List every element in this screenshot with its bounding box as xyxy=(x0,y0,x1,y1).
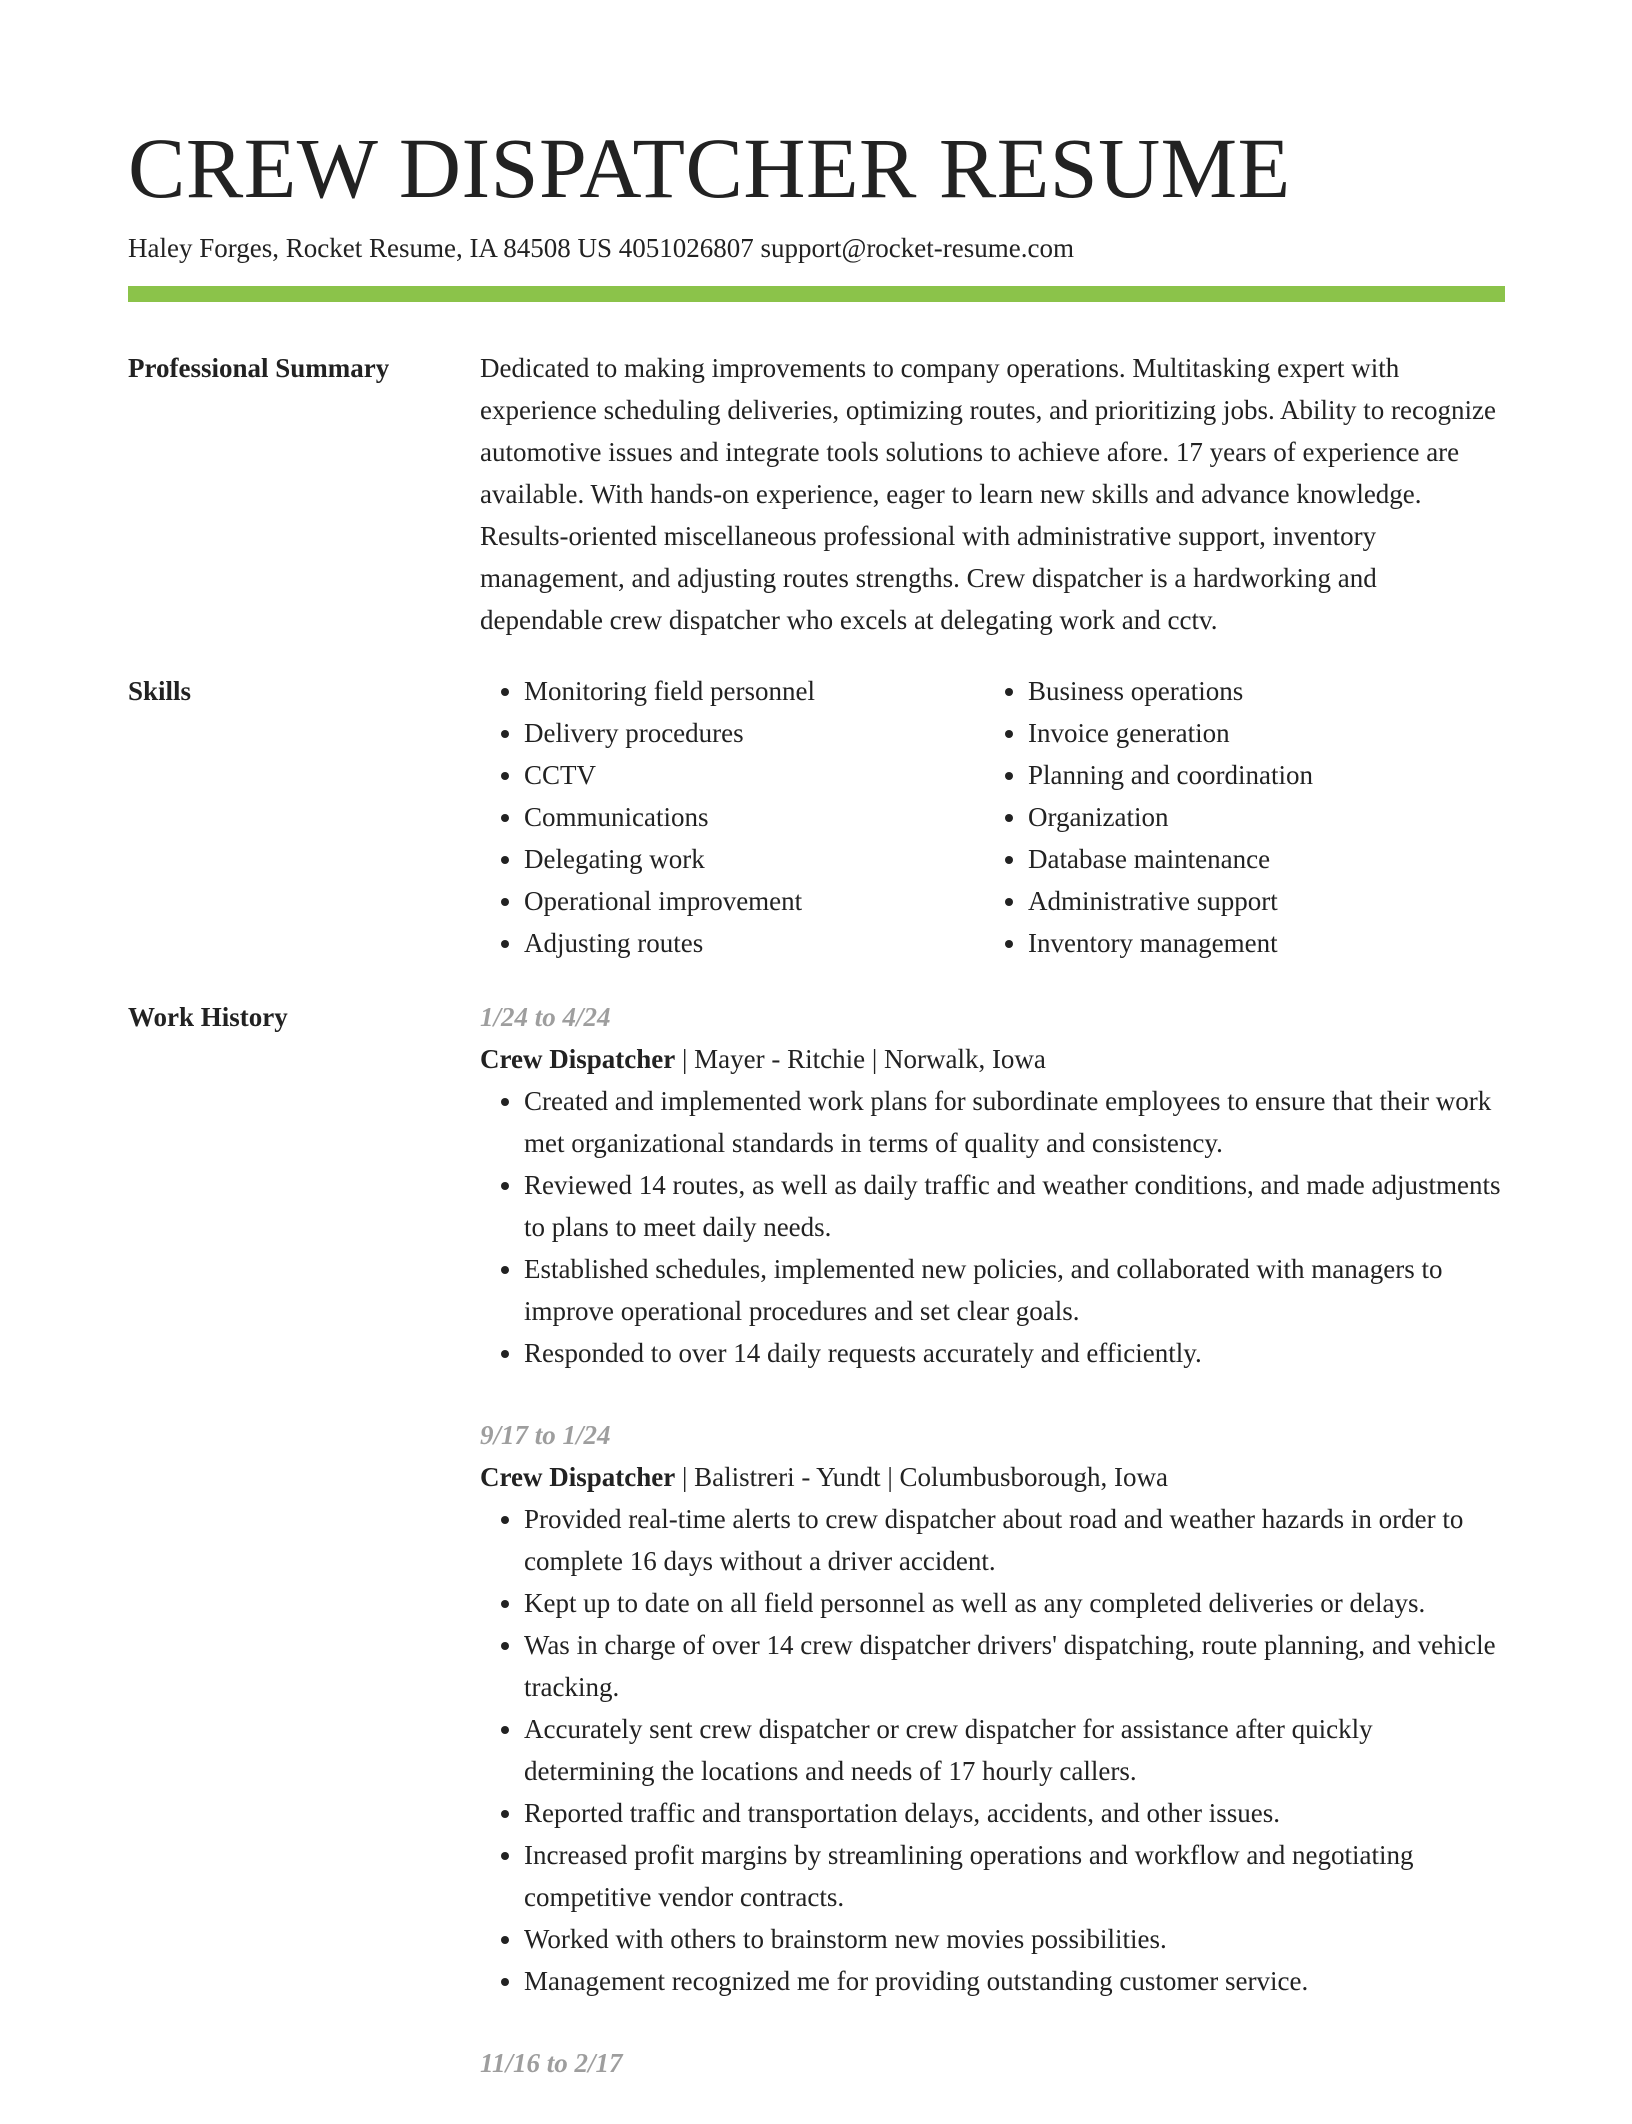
skill-item: • CCTV xyxy=(524,754,984,796)
job-bullet: • Responded to over 14 daily requests accurately and efficiently. xyxy=(524,1332,1505,1374)
skill-item: • Inventory management xyxy=(1028,922,1488,964)
skills-list-left xyxy=(480,670,984,964)
job-bullet: • Management recognized me for providing outstanding customer service. xyxy=(524,1960,1505,2002)
job-bullet-list xyxy=(480,1080,1505,1374)
job-dates: 11/16 to 2/17 xyxy=(480,2048,623,2078)
job-title: Crew Dispatcher xyxy=(480,1044,676,1074)
job-bullet: • Reported traffic and transportation delays, accidents, and other issues. xyxy=(524,1792,1505,1834)
job-entry xyxy=(480,996,1505,1374)
job-bullet: • Created and implemented work plans for subordinate employees to ensure that their work met organizational standards in terms of quality and consistency. xyxy=(524,1080,1505,1164)
job-bullet: • Provided real-time alerts to crew dispatcher about road and weather hazards in order to complete 16 days without a driver accident. xyxy=(524,1498,1505,1582)
contact-line: Haley Forges, Rocket Resume, IA 84508 US 4051026807 support@rocket-resume.com xyxy=(128,233,1074,263)
job-entry xyxy=(480,2042,1505,2084)
job-bullet: • Accurately sent crew dispatcher or crew dispatcher for assistance after quickly determining the locations and needs of 17 hourly callers. xyxy=(524,1708,1505,1792)
skill-item: • Invoice generation xyxy=(1028,712,1488,754)
job-dates: 9/17 to 1/24 xyxy=(480,1420,611,1450)
job-details: | Balistreri - Yundt | Columbusborough, Iowa xyxy=(675,1462,1168,1492)
skill-item: • Planning and coordination xyxy=(1028,754,1488,796)
summary-text: Dedicated to making improvements to company operations. Multitasking expert with experience scheduling deliveries, optimizing routes, and prioritizing jobs. Ability to recognize automotive issues and integrate tools solutions to achieve afore. 17 years of experience are available. With hands-on experience, eager to learn new skills and advance knowledge. Results-oriented miscellaneous professional with administrative support, inventory management, and adjusting routes strengths. Crew dispatcher is a hardworking and dependable crew dispatcher who excels at delegating work and cctv. xyxy=(480,353,1496,635)
job-dates: 1/24 to 4/24 xyxy=(480,1002,611,1032)
skills-label: Skills xyxy=(128,676,192,706)
skill-item: • Adjusting routes xyxy=(524,922,984,964)
job-title: Crew Dispatcher xyxy=(480,1462,676,1492)
skill-item: • Delegating work xyxy=(524,838,984,880)
job-bullet: • Established schedules, implemented new policies, and collaborated with managers to improve operational procedures and set clear goals. xyxy=(524,1248,1505,1332)
skills-columns xyxy=(480,670,1505,964)
summary-label: Professional Summary xyxy=(128,353,390,383)
job-heading xyxy=(480,1456,1505,1498)
skill-item: • Monitoring field personnel xyxy=(524,670,984,712)
job-bullet-list xyxy=(480,1498,1505,2002)
header-divider xyxy=(128,286,1505,302)
skill-item: • Administrative support xyxy=(1028,880,1488,922)
resume-title: CREW DISPATCHER RESUME xyxy=(128,120,1291,216)
job-bullet: • Reviewed 14 routes, as well as daily traffic and weather conditions, and made adjustments to plans to meet daily needs. xyxy=(524,1164,1505,1248)
skill-item: • Delivery procedures xyxy=(524,712,984,754)
work-body xyxy=(480,996,1505,2124)
skill-item: • Organization xyxy=(1028,796,1488,838)
job-entry xyxy=(480,1414,1505,2002)
skill-item: • Operational improvement xyxy=(524,880,984,922)
skill-item: • Business operations xyxy=(1028,670,1488,712)
job-bullet: • Was in charge of over 14 crew dispatcher drivers' dispatching, route planning, and vehicle tracking. xyxy=(524,1624,1505,1708)
job-heading xyxy=(480,1038,1505,1080)
job-details: | Mayer - Ritchie | Norwalk, Iowa xyxy=(675,1044,1046,1074)
skill-item: • Database maintenance xyxy=(1028,838,1488,880)
skills-list-right xyxy=(984,670,1488,964)
job-bullet: • Increased profit margins by streamlining operations and workflow and negotiating competitive vendor contracts. xyxy=(524,1834,1505,1918)
work-label: Work History xyxy=(128,1002,288,1032)
job-bullet: • Worked with others to brainstorm new movies possibilities. xyxy=(524,1918,1505,1960)
skill-item: • Communications xyxy=(524,796,984,838)
summary-body xyxy=(480,347,1505,641)
job-bullet: • Kept up to date on all field personnel as well as any completed deliveries or delays. xyxy=(524,1582,1505,1624)
skills-body xyxy=(480,670,1505,964)
